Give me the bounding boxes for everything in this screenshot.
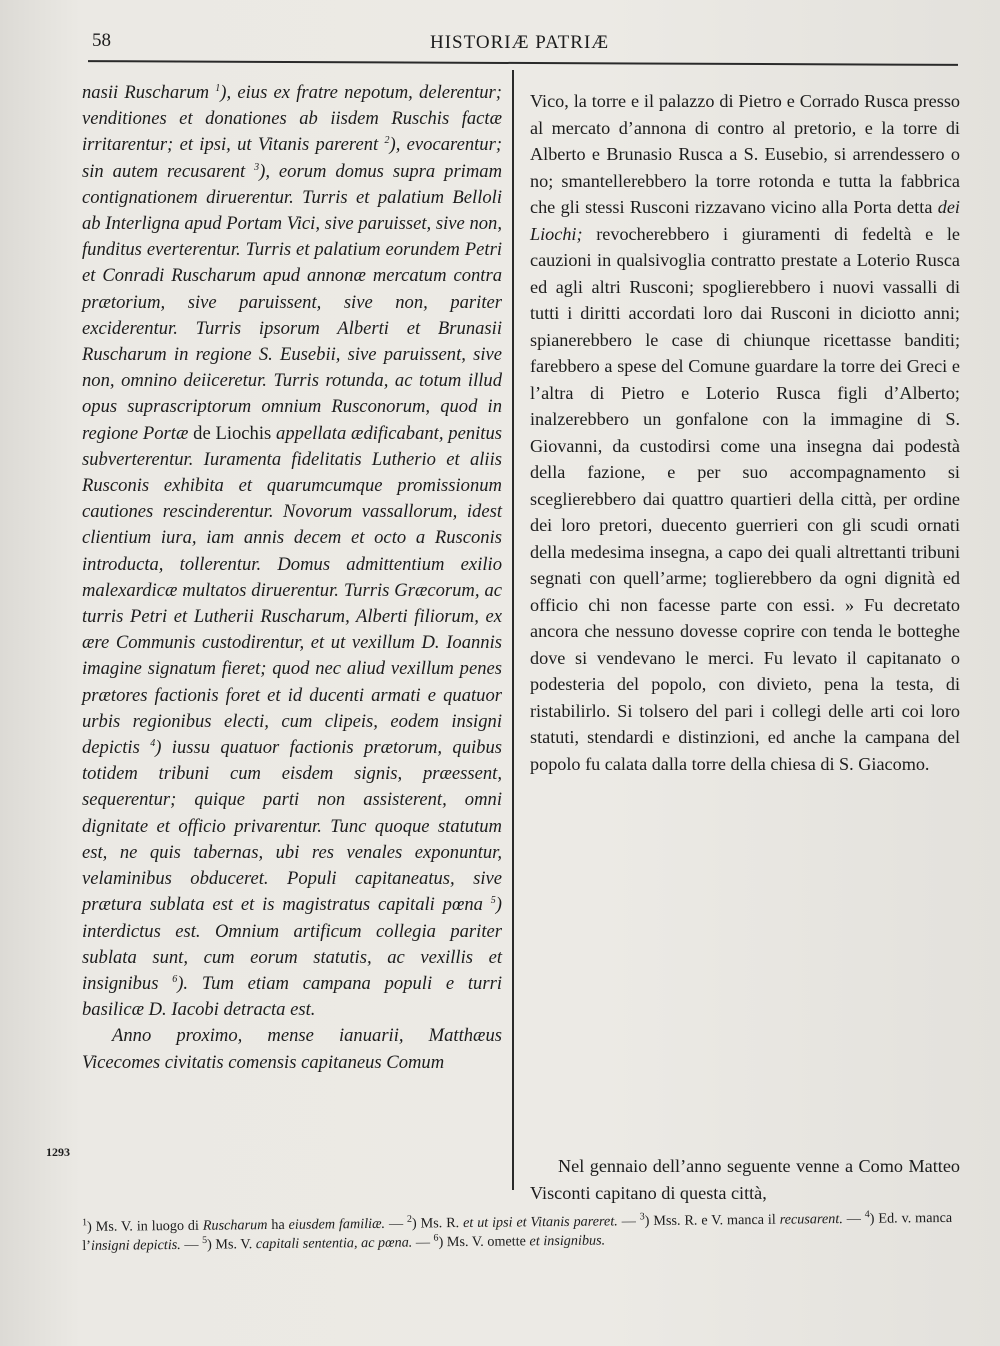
footnote-ref: 4 xyxy=(150,737,156,749)
italic-text-run: et ut ipsi et Vitanis pareret. xyxy=(462,1213,618,1232)
text-run: Vico, la torre e il palazzo di Pietro e Corrado Rusca presso al mercato d’annona di contro al pretorio, e la torre di Alberto e Brunasio Rusca a S. Eusebio, si arrendessero o no; smantellerebbero la torre rotonda e tutta la fabbrica che gli stessi Rusconi rizzavano vicino alla Porta detta xyxy=(530,91,960,217)
footnote-number: 6 xyxy=(433,1232,439,1244)
text-run: ) Ms. V. in luogo di xyxy=(87,1217,200,1235)
italian-column-continuation xyxy=(530,1153,960,1206)
italian-column xyxy=(530,88,960,777)
text-run: — xyxy=(415,1233,431,1251)
text-run: ), evocarentur; sin autem recusarent xyxy=(82,134,503,182)
text-run: revocherebbero i giuramenti di fedeltà e le cauzioni in qualsivoglia contratto prestate a Loterio Rusca ed agli altri Rusconi; spoglierebbero i nuovi vassalli di tutti i diritti accordati loro dai Rusconi in diciotto anni; spianerebbero le case di chiunque ricettasse banditi; farebbero a spese del Comune guardare la torre dei Greci e l’altra di Pietro e Loterio Rusca figli d’Alberto; inalzerebbero un gonfalone con la immagine di S. Giovanni, da custodirsi come una insegna dai podestà della fazione, e per suo accompagnamento si sceglierebbero dai quattro quartieri della città, per ordine dei loro pretori, duecento guerrieri con gli scudi ornati della medesima insegna, a capo dei quali altrettanti tribuni segnati con quell’arme; toglierebbero da ogni dignità ed officio chi non facesse parte con essi. » Fu decretato ancora che nessuno dovesse coprire con tenda le botteghe dove si vendevano le merci. Fu levato il capitanato o podesteria del popolo, con divieto, pena la testa, di ristabilirlo. Si tolsero del pari i collegi delle arti coi loro statuti, stendardi e distinzioni, ed anche la campana del popolo fu calata dalla torre della chiesa di S. Giacomo. xyxy=(530,223,960,774)
latin-paragraph-2: Anno proximo, mense ianuarii, Matthæus Vicecomes civitatis comensis capitaneus Comum xyxy=(82,1025,502,1073)
text-run: ) interdictus est. Omnium artificum collegia pariter sublata sunt, cum eorum statutis, ac vexillis et insignibus xyxy=(82,894,502,994)
italic-text-run: recusarent. xyxy=(779,1211,843,1228)
footnote-ref: 1 xyxy=(215,82,221,94)
text-run: ) Mss. R. e V. manca il xyxy=(644,1211,776,1230)
italian-paragraph-1 xyxy=(530,88,960,777)
italic-text-run: capitali sententia, ac pœna. xyxy=(255,1234,413,1252)
italic-text-run: dei Liochi; xyxy=(530,197,960,244)
italic-text-run: eiusdem familiæ. xyxy=(288,1215,386,1233)
text-run: ). Tum etiam campana populi e turri basilicæ D. Iacobi detracta est. xyxy=(82,972,502,1021)
italian-paragraph-2: Nel gennaio dell’anno seguente venne a Como Matteo Visconti capitano di questa città, xyxy=(530,1156,960,1203)
footnote-number: 2 xyxy=(406,1213,413,1225)
text-run: ) iussu quatuor factionis prætorum, quibus totidem tribuni cum eisdem signis, præessent, sequerentur; quique parti non assisterent, omni dignitate et officio privarentur. Tunc quoque statutum est, ne quis tabernas, ubi res venales exponuntur, velaminibus obduceret. Populi capitaneatus, sive prætura sublata est et is magistratus capitali pœna xyxy=(82,737,502,916)
text-run: ) Ed. v. manca l’ xyxy=(82,1209,953,1254)
text-run: — xyxy=(621,1213,636,1230)
footnote-ref: 6 xyxy=(172,973,178,985)
italic-text-run: et insignibus. xyxy=(529,1232,606,1249)
text-run: ) Ms. V. omette xyxy=(438,1232,527,1250)
footnote-ref: 5 xyxy=(490,895,496,907)
footnote-number: 5 xyxy=(201,1234,208,1246)
text-run: nasii Ruscharum xyxy=(82,82,210,103)
footnote-ref: 3 xyxy=(254,161,260,173)
footnote-number: 1 xyxy=(81,1217,88,1229)
text-run: ), eorum domus supra primam contignationem diruerentur. Turris et palatium Belloli ab Interligna apud Portam Vici, sive paruisset, sive non, funditus everterentur. Turris et palatium eorundem Petri et Conradi Ruscharum apud annonæ mercatum contra prætorium, sive paruissent, sive non, pariter exciderentur. Turris ipsorum Alberti et Brunasii Ruscharum in regione S. Eusebii, sive paruissent, sive non, omnino deiiceretur. Turris rotunda, ac totum illud opus suprascriptorum omnium Rusconorum, quod in regione Portæ xyxy=(82,160,502,444)
footnote-ref: 2 xyxy=(384,135,390,147)
text-run: ) Ms. V. xyxy=(207,1235,253,1253)
text-run: ), eius ex fratre nepotum, delerentur; venditiones et donationes ab iisdem Ruschis factæ irritarentur; et ipsi, ut Vitanis parerent xyxy=(82,82,502,156)
upright-text-run: de Liochis xyxy=(193,422,272,444)
footnote-number: 4 xyxy=(864,1209,870,1221)
text-run: ) Ms. R. xyxy=(411,1215,460,1232)
text-run: — xyxy=(184,1236,199,1253)
margin-year-note: 1293 xyxy=(46,1145,70,1159)
column-divider xyxy=(512,70,514,1190)
text-run: appellata ædificabant, penitus subverterentur. Iuramenta fidelitatis Lutherio et aliis Rusconis exhibita et quarumcumque promissionum cautiones rescinderentur. Novorum vassallorum, idest clientium iura, iam annis decem et octo a Rusconis introducta, tollerentur. Domus admittentium exilio malexardicæ multatos diruerentur. Turris Græcorum, ac turris Petri et Lutherii Ruscharum, Alberti filiorum, ex ære Communis custodirentur, et ut vexillum D. Ioannis imagine signatum fieret; quod nec aliud vexillum penes prætores factionis foret et id ducenti armati e quatuor urbis regionibus electi, cum clipeis, eodem insigni depictis xyxy=(82,422,502,759)
footnote-number: 3 xyxy=(639,1211,645,1223)
text-run: — xyxy=(388,1215,404,1232)
italic-text-run: Ruscharum xyxy=(202,1217,268,1234)
latin-column xyxy=(82,80,502,1076)
text-run: — xyxy=(846,1210,861,1227)
page-number: 58 xyxy=(92,30,111,51)
italic-text-run: insigni depictis. xyxy=(90,1236,181,1254)
latin-paragraph-1 xyxy=(82,80,502,1023)
text-run: ha xyxy=(271,1216,285,1234)
running-title: HISTORIÆ PATRIÆ xyxy=(430,32,610,53)
